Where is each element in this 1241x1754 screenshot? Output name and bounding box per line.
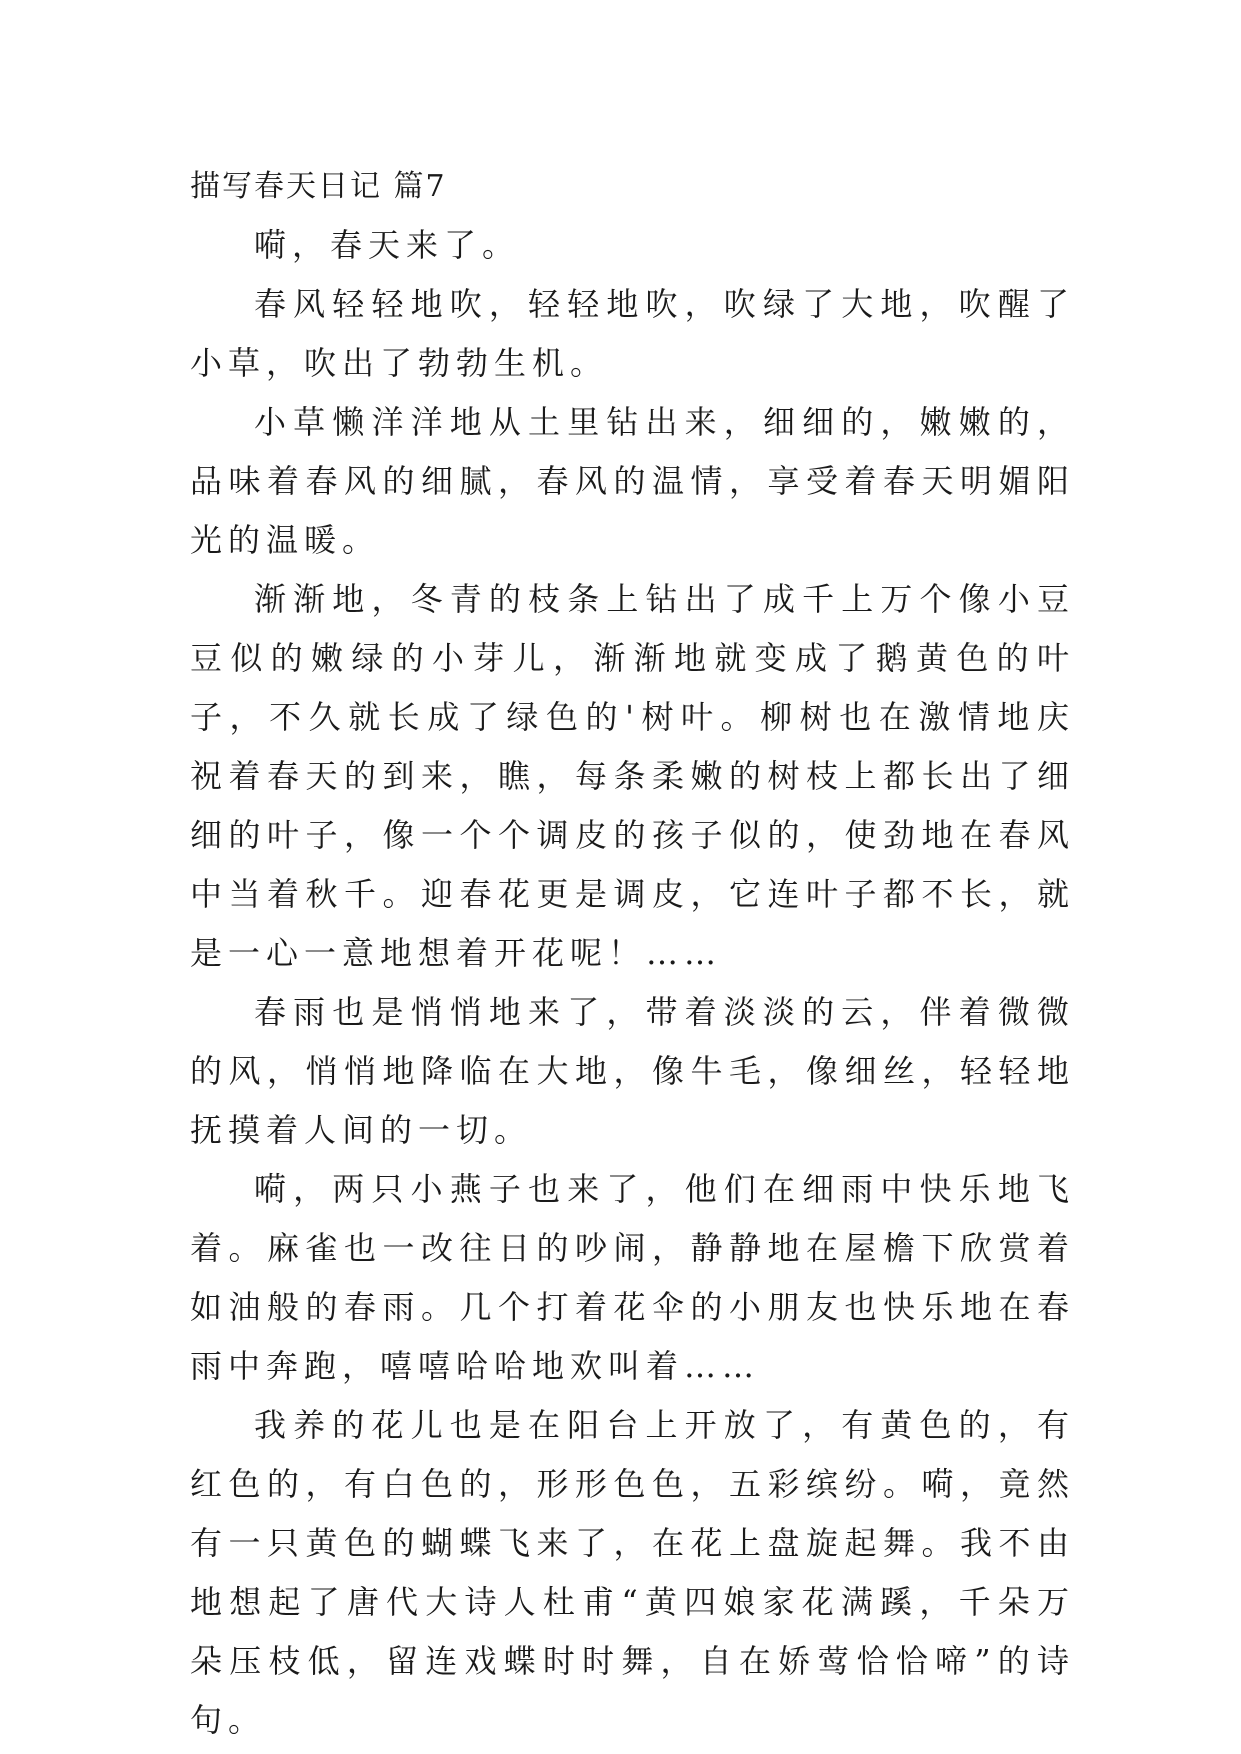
paragraph-4: 渐渐地，冬青的枝条上钻出了成千上万个像小豆豆似的嫩绿的小芽儿，渐渐地就变成了鹅黄色的叶子，不久就长成了绿色的'树叶。柳树也在激情地庆祝着春天的到来，瞧，每条柔嫩的树枝上都长出了细细的叶子，像一个个调皮的孩子似的，使劲地在春风中当着秋千。迎春花更是调皮，它连叶子都不长，就是一心一意地想着开花呢！……: [190, 580, 1075, 972]
paragraph-2: 春风轻轻地吹，轻轻地吹，吹绿了大地，吹醒了小草，吹出了勃勃生机。: [190, 285, 1075, 382]
paragraph-3: 小草懒洋洋地从土里钻出来，细细的，嫩嫩的，品味着春风的细腻，春风的温情，享受着春天明媚阳光的温暖。: [190, 403, 1075, 559]
document-title: 描写春天日记 篇7: [190, 169, 447, 204]
paragraph-7: 我养的花儿也是在阳台上开放了，有黄色的，有红色的，有白色的，形形色色，五彩缤纷。嗬，竟然有一只黄色的蝴蝶飞来了，在花上盘旋起舞。我不由地想起了唐代大诗人杜甫“黄四娘家花满蹊，千朵万朵压枝低，留连戏蝶时时舞，自在娇莺恰恰啼”的诗句。: [190, 1406, 1075, 1739]
paragraph-6: 嗬，两只小燕子也来了，他们在细雨中快乐地飞着。麻雀也一改往日的吵闹，静静地在屋檐下欣赏着如油般的春雨。几个打着花伞的小朋友也快乐地在春雨中奔跑，嘻嘻哈哈地欢叫着……: [190, 1170, 1075, 1385]
paragraph-5: 春雨也是悄悄地来了，带着淡淡的云，伴着微微的风，悄悄地降临在大地，像牛毛，像细丝，轻轻地抚摸着人间的一切。: [190, 993, 1075, 1149]
paragraph-1: 嗬，春天来了。: [254, 226, 521, 264]
document-page: [190, 158, 1075, 1750]
